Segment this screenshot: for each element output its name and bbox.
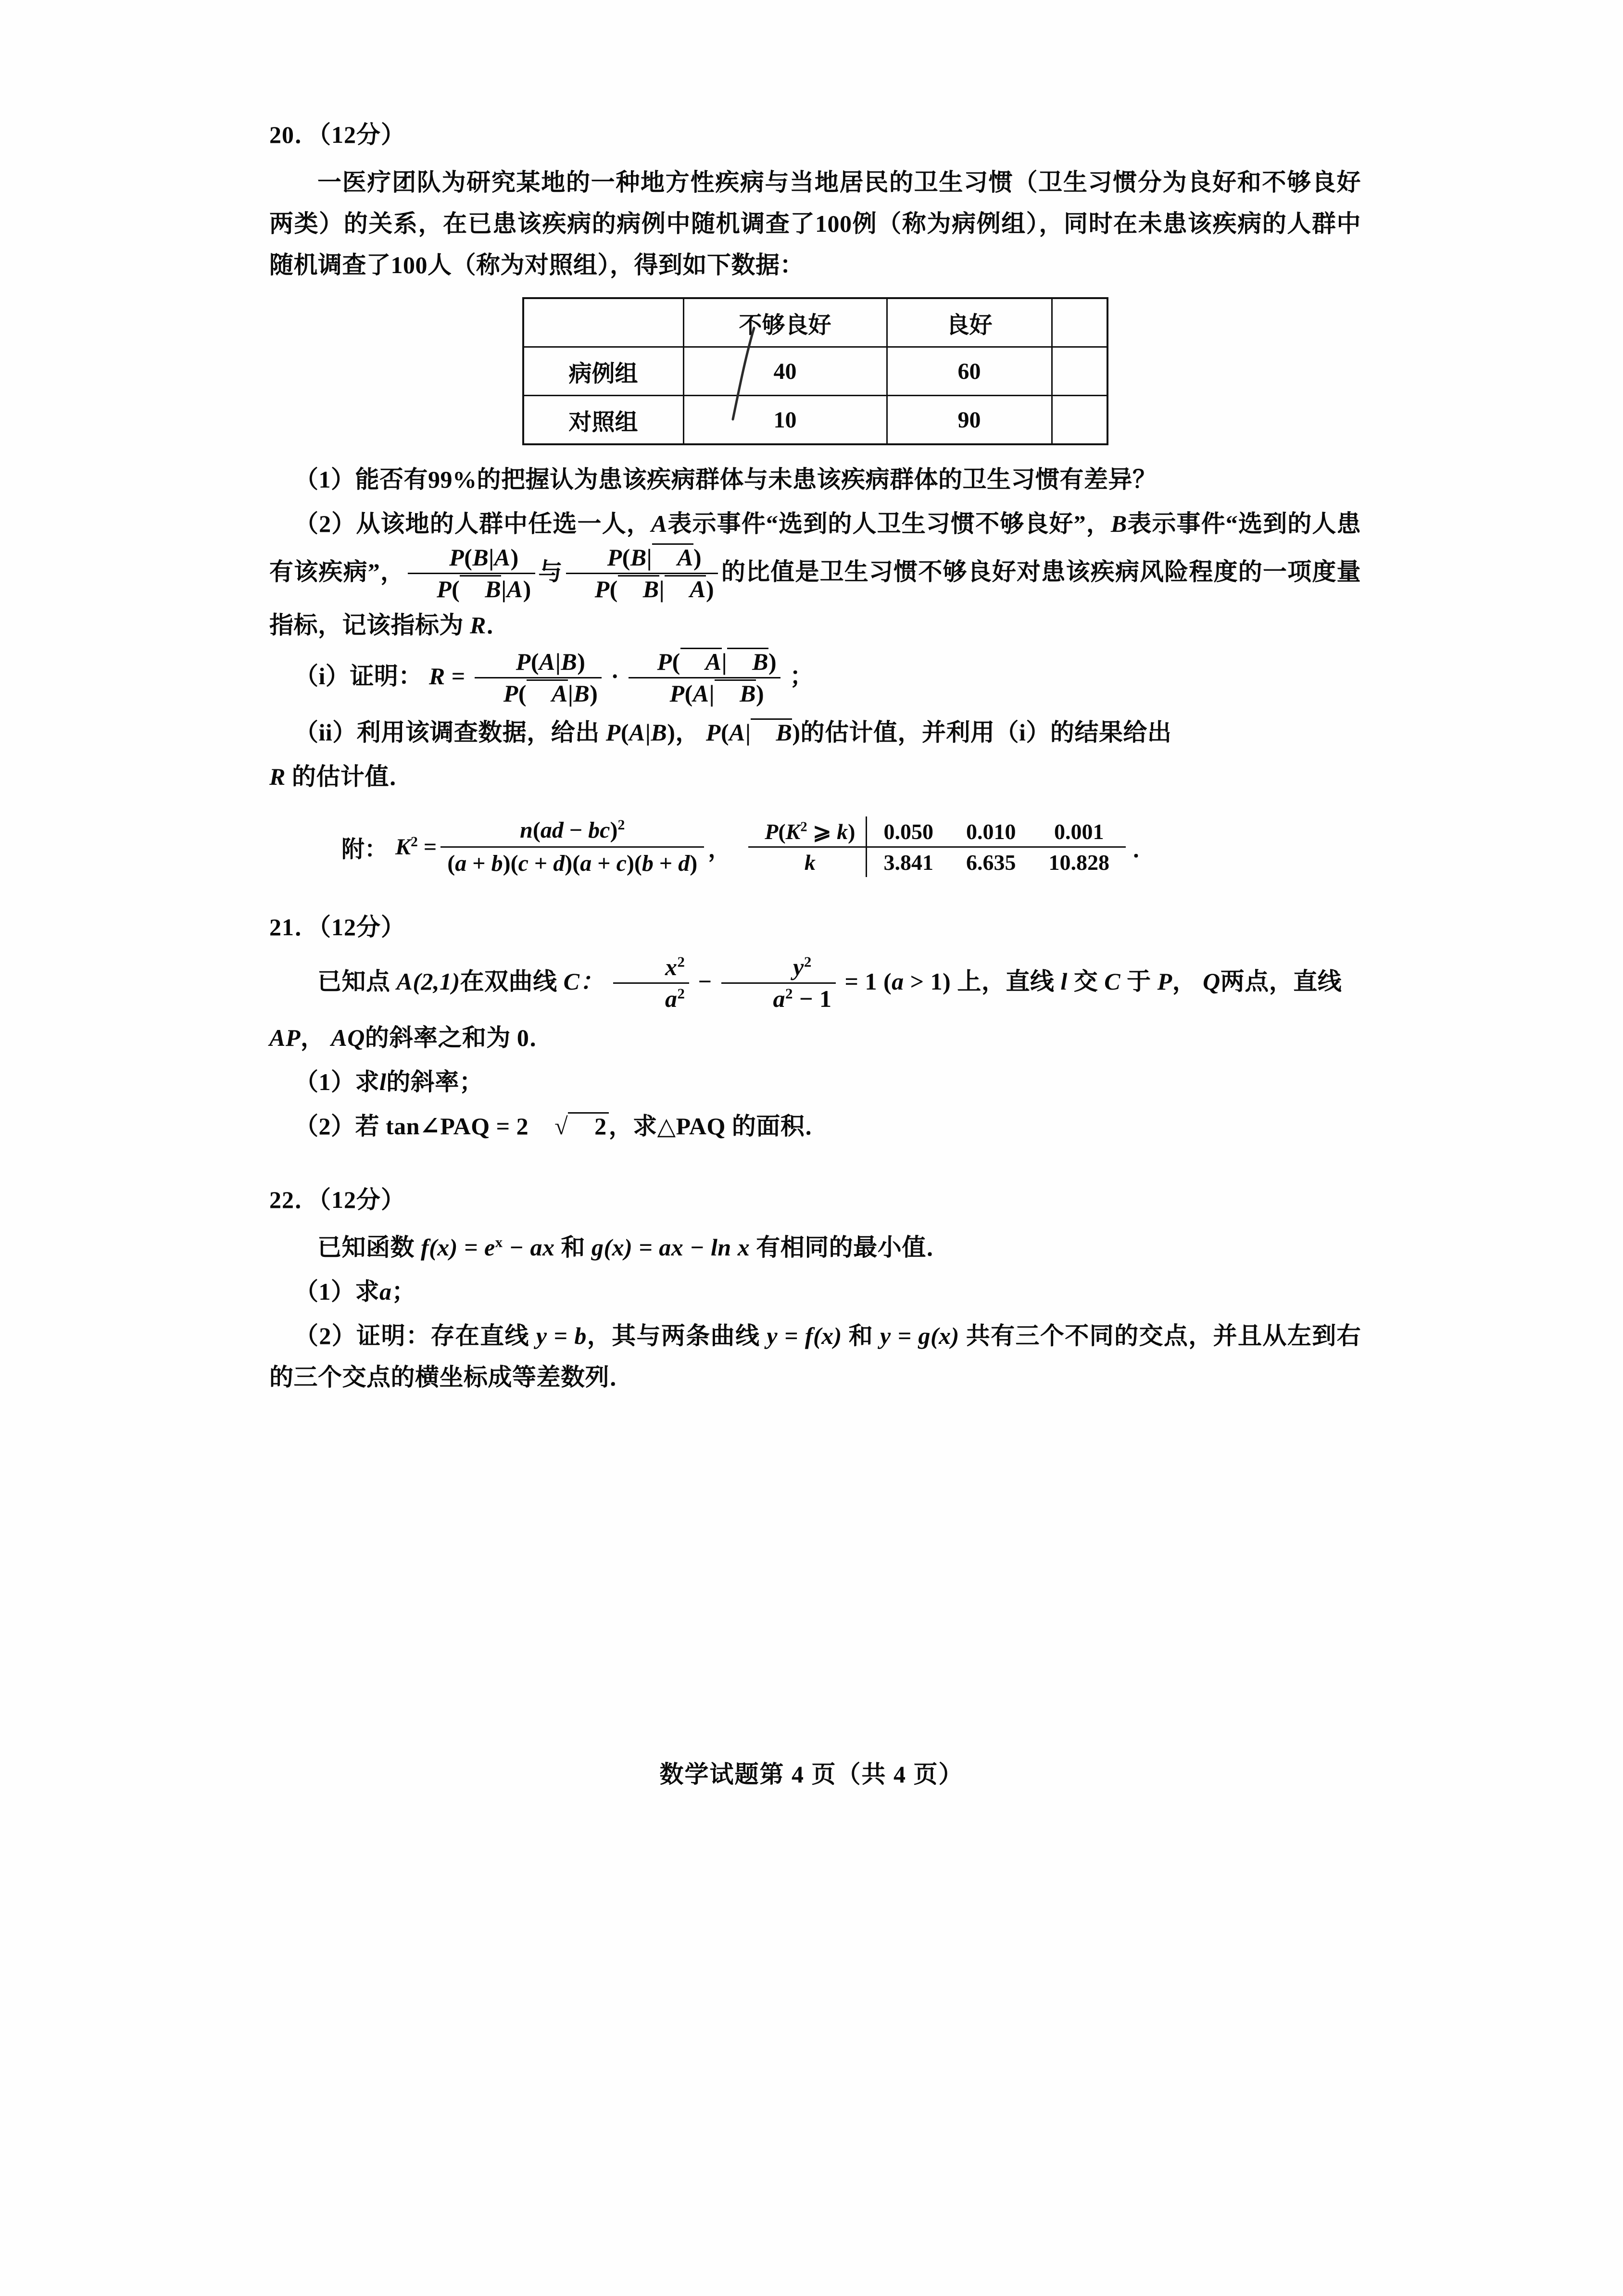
row-label-case-group: 病例组	[523, 347, 684, 396]
sub-ii-text-b: ，	[675, 719, 700, 746]
crit-row-label: k	[748, 847, 867, 878]
cell-case-good: 60	[887, 347, 1052, 396]
formula-R: R	[428, 662, 445, 690]
sub2-text-a: （2）从该地的人群中任选一人，	[294, 510, 651, 537]
p22-text-b: 和	[561, 1234, 585, 1261]
K-symbol: $K^2$	[395, 833, 418, 860]
crit-p-value: 0.001	[1032, 816, 1126, 847]
sub2-text-d: 与	[538, 558, 563, 585]
survey-table-wrapper	[269, 297, 1361, 445]
problem-22-heading: 22．（12分）	[269, 1186, 405, 1214]
variable-a: a	[379, 1278, 392, 1305]
p22-sub2-b: ，其与两条曲线	[586, 1322, 760, 1350]
sub-ii-text-a: （ii）利用该调查数据，给出	[294, 719, 600, 746]
sub-ii-text-c: 的估计值，并利用（i）的结果给出	[800, 719, 1172, 746]
K-numerator: n(ad − bc)$^2$	[520, 817, 625, 843]
page-footer: 数学试题第 4 页（共 4 页）	[659, 1761, 964, 1788]
line-y-equals-b: y = b	[536, 1322, 587, 1350]
problem-21-stem: 已知点 A(2,1)在双曲线 C： $\frac{x^2}{a^2}$ − $\frac{y^2}{a^2 - 1}$ = 1 (a > 1) 上，直线 l 交 C 于 P， Q两点，直线	[317, 953, 1342, 1013]
cell-control-not-good: 10	[683, 396, 887, 445]
K-squared-fraction	[440, 816, 704, 877]
problem-21-sub1	[269, 1061, 1361, 1103]
curve-y-f-x: y = f(x)	[767, 1322, 842, 1350]
line-l: l	[1060, 968, 1068, 995]
appendix-label: 附：	[341, 836, 388, 862]
ratio-fraction-2: $\frac{P(B| A)}{P( B| A)}$	[566, 543, 718, 603]
event-symbol-B: B	[1110, 510, 1127, 537]
R-fraction-2: $\frac{P( A| B)}{P(A| B)}$	[629, 648, 781, 708]
problem-20-sub-ii-cont	[269, 756, 1361, 797]
cell-control-good: 90	[887, 396, 1052, 445]
p21-sub1-b: 的斜率；	[386, 1068, 484, 1096]
function-f: $f(x) = e^x$ − ax	[421, 1233, 555, 1261]
table-header-row	[523, 298, 1107, 347]
section-gap	[269, 877, 1361, 913]
line-AQ: AQ	[331, 1024, 365, 1052]
hyperbola-term-1: $\frac{x^2}{a^2}$	[613, 953, 689, 1013]
point-P: P	[1157, 968, 1172, 995]
sub-i-tail: ；	[790, 662, 814, 690]
p21-text-b: 在双曲线	[460, 968, 557, 995]
appendix-row: 附： $K^2$ = $\frac{n(ad - bc)^2}{(a + b)(c + d)(a + c)(b + d)}$ ， $P(K^2$ ⩾ k) 0.050 0.010 0.001 k 3.841 6.635 10.828 ．	[341, 816, 1361, 877]
problem-20-sub2	[269, 503, 1361, 646]
problem-22-sub1	[269, 1271, 1361, 1312]
table-corner-cell	[523, 298, 684, 347]
ratio-fraction-1: $\frac{P(B|A)}{P( B|A)}$	[408, 543, 535, 603]
problem-20-sub1: （1）能否有99%的把握认为患该疾病群体与未患该疾病群体的卫生习惯有差异？	[294, 466, 1157, 493]
line-AP: AP	[269, 1024, 301, 1052]
crit-p-value: 0.050	[867, 816, 950, 847]
p21-text-c: = 1 (a > 1) 上，直线	[844, 968, 1055, 995]
page-content	[269, 120, 1361, 1401]
problem-22-sub2	[269, 1315, 1361, 1398]
cell-case-not-good: 40	[683, 347, 887, 396]
sub2-text-e: 的比值是卫生习惯不够良好对患该疾病风险程度的一项度量指标，记该指标为	[269, 558, 1361, 639]
point-Q: Q	[1203, 968, 1220, 995]
p21-sub2-b: ，求△PAQ 的面积．	[608, 1113, 829, 1140]
table-row	[523, 396, 1107, 445]
crit-k-row	[748, 847, 1126, 878]
row-label-control-group: 对照组	[523, 396, 684, 445]
appendix-period: ．	[1132, 836, 1156, 862]
p21-text-e: 于	[1127, 968, 1151, 995]
indicator-symbol-R: R	[470, 612, 486, 639]
crit-k-value: 3.841	[883, 850, 933, 875]
crit-k-value: 10.828	[1048, 850, 1109, 875]
p21-text-g: 两点，直线	[1220, 968, 1342, 995]
p21-text-f: ，	[1172, 968, 1197, 995]
p22-sub2-d: 共有三个不同的交点，并且从左到右的三个交点的横坐标成等差数列．	[269, 1322, 1361, 1391]
curve-y-g-x: y = g(x)	[880, 1322, 959, 1350]
p22-text-a: 已知函数	[317, 1234, 415, 1261]
K-denominator: (a + b)(c + d)(a + c)(b + d)	[440, 846, 704, 878]
p22-text-c: 有相同的最小值．	[756, 1234, 951, 1261]
p21-text-h: ，	[300, 1024, 325, 1052]
appendix-comma: ，	[708, 836, 731, 862]
sub2-text-f: ．	[486, 612, 511, 639]
problem-21-heading: 21．（12分）	[269, 914, 405, 941]
table-header-not-good: 不够良好	[683, 298, 887, 347]
problem-20-heading: 20．（12分）	[269, 121, 405, 148]
R-fraction-1: $\frac{P(A|B)}{P( A|B)}$	[475, 648, 602, 708]
crit-header-row	[748, 816, 1126, 847]
table-row	[523, 347, 1107, 396]
problem-21-sub2	[269, 1105, 1361, 1147]
cond-prob-2: P(A| B)	[705, 719, 801, 746]
sub2-text-c: 表示事件“选到的人患有该疾病”，	[269, 510, 1361, 585]
p22-sub1-a: （1）求	[294, 1278, 379, 1305]
estimate-symbol-R: R	[269, 763, 286, 790]
table-header-good: 良好	[887, 298, 1052, 347]
p21-sub1-a: （1）求	[294, 1068, 379, 1096]
sub2-text-b: 表示事件“选到的人卫生习惯不够良好”，	[667, 510, 1111, 537]
curve-C: C	[1104, 968, 1121, 995]
cell-control-extra	[1052, 396, 1107, 445]
problem-20-stem: 一医疗团队为研究某地的一种地方性疾病与当地居民的卫生习惯（卫生习惯分为良好和不够良好两类）的关系，在已患该疾病的病例中随机调查了100例（称为病例组），同时在未患该疾病的人群中随机调查了100人（称为对照组），得到如下数据：	[269, 169, 1361, 278]
p22-sub2-c: 和	[848, 1322, 874, 1350]
problem-20-sub-i: （i）证明： R = $\frac{P(A|B)}{P( A|B)}$ · $\frac{P( A| B)}{P(A| B)}$ ；	[294, 648, 814, 707]
p21-text-i: 的斜率之和为 0．	[365, 1024, 554, 1052]
crit-k-value: 6.635	[966, 850, 1016, 875]
crit-p-value: 0.010	[950, 816, 1032, 847]
critical-value-table	[748, 816, 1126, 877]
p22-sub2-a: （2）证明：存在直线	[294, 1322, 529, 1350]
cond-prob-1: P(A|B)	[605, 719, 676, 746]
survey-table	[522, 297, 1108, 445]
point-A-coords: A(2,1)	[396, 968, 460, 995]
event-symbol-A: A	[651, 510, 667, 537]
curve-label-C: C：	[563, 968, 604, 995]
p21-sub1-line: l	[379, 1068, 387, 1096]
cell-case-extra	[1052, 347, 1107, 396]
crit-header-label: $P(K^2$ ⩾ k)	[748, 816, 867, 847]
sub-ii-text-d: 的估计值．	[291, 763, 414, 790]
problem-20-sub-ii	[269, 712, 1361, 753]
problem-21-stem-cont	[269, 1017, 1361, 1058]
p21-sub2-a: （2）若 tan∠PAQ = 2	[294, 1113, 529, 1140]
problem-22-stem	[269, 1227, 1361, 1268]
p21-text-a: 已知点	[317, 968, 390, 995]
function-g: g(x) = ax − ln x	[591, 1234, 750, 1261]
p22-sub1-b: ；	[391, 1278, 416, 1305]
section-gap	[269, 1150, 1361, 1185]
hyperbola-term-2: $\frac{y^2}{a^2 - 1}$	[721, 953, 836, 1013]
sqrt-2: √ 2	[528, 1105, 608, 1147]
sub-i-label: （i）证明：	[294, 662, 423, 690]
table-header-extra	[1052, 298, 1107, 347]
p21-text-d: 交	[1073, 968, 1098, 995]
